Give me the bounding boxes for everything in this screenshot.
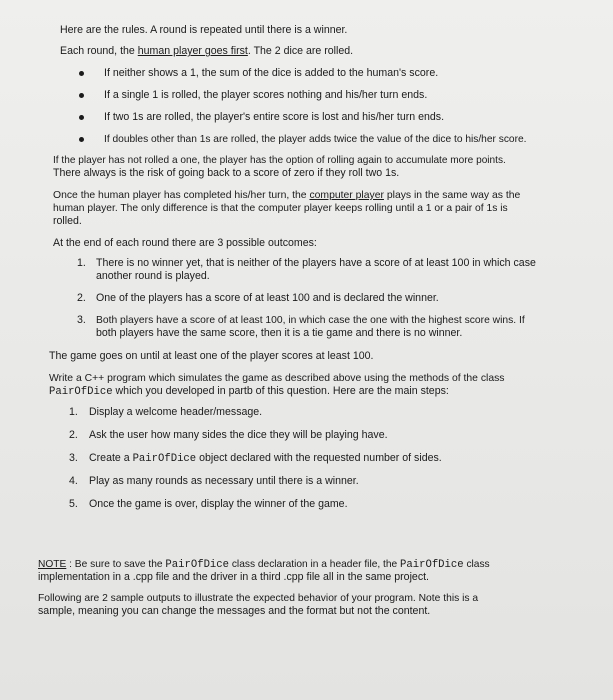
game-end-line: The game goes on until at least one of the player scores at least 100.: [49, 350, 374, 362]
task-line: Write a C++ program which simulates the game as described above using the methods of the class: [49, 373, 505, 384]
paragraph-line: [53, 189, 520, 202]
outcome-line: One of the players has a score of at least 100 and is declared the winner.: [96, 292, 439, 304]
list-number: 4.: [69, 475, 78, 487]
list-number: 1.: [69, 406, 78, 418]
rule-bullet: If doubles other than 1s are rolled, the player adds twice the value of the dice to his/her score.: [104, 134, 527, 145]
step-text: Once the game is over, display the winner of the game.: [89, 498, 348, 510]
rule-bullet: If neither shows a 1, the sum of the dice is added to the human's score.: [104, 67, 439, 79]
list-number: 1.: [77, 257, 86, 269]
paragraph-line: rolled.: [53, 215, 82, 227]
list-number: 2.: [77, 292, 86, 304]
paragraph-line: human player. The only difference is that the computer player keeps rolling until a 1 or a pair of 1s is: [53, 203, 508, 214]
step-post: object declared with the requested number of sides.: [196, 452, 442, 464]
outcomes-intro: At the end of each round there are 3 possible outcomes:: [53, 237, 317, 249]
task-line: [49, 385, 449, 399]
step-pre: Create a: [89, 452, 133, 464]
list-number: 5.: [69, 498, 78, 510]
note-c: class: [463, 559, 490, 570]
p2b-underlined: computer player: [309, 190, 384, 201]
paragraph-line: There always is the risk of going back to a score of zero if they roll two 1s.: [53, 167, 400, 179]
step-text: Play as many rounds as necessary until there is a winner.: [89, 475, 359, 487]
followup-line: Following are 2 sample outputs to illustrate the expected behavior of your program. Note this is a: [38, 593, 479, 604]
code-class-name: PairOfDice: [165, 559, 229, 571]
step-text: Display a welcome header/message.: [89, 406, 263, 418]
intro-line-2: [60, 45, 353, 58]
step-text: Ask the user how many sides the dice they will be playing have.: [89, 429, 388, 441]
bullet-dot: [79, 137, 84, 142]
note-a: : Be sure to save the: [66, 559, 166, 570]
outcome-line: another round is played.: [96, 270, 210, 282]
note-label: NOTE: [38, 559, 67, 570]
intro-2a: Each round, the: [60, 45, 138, 57]
intro-2b-underlined: human player goes first: [137, 45, 248, 57]
outcome-line: both players have the same score, then it is a tie game and there is no winner.: [96, 327, 463, 339]
followup-line: sample, meaning you can change the messages and the format but not the content.: [38, 605, 431, 617]
code-class-name: PairOfDice: [132, 453, 197, 465]
step-text: [89, 452, 442, 466]
intro-2c: . The 2 dice are rolled.: [247, 45, 354, 57]
code-class-name: PairOfDice: [400, 559, 464, 571]
list-number: 2.: [69, 429, 78, 441]
outcome-line: Both players have a score of at least 100, in which case the one with the highest score wins. If: [96, 315, 525, 326]
bullet-dot: [79, 115, 84, 120]
note-line: [38, 558, 490, 572]
p2c: plays in the same way as the: [383, 190, 521, 201]
bullet-dot: [79, 93, 84, 98]
task-line-rest: which you developed in partb of this question. Here are the main steps:: [112, 385, 449, 397]
paragraph-line: If the player has not rolled a one, the player has the option of rolling again to accumulate more points.: [53, 155, 506, 166]
note-line: implementation in a .cpp file and the driver in a third .cpp file all in the same project.: [38, 571, 429, 583]
outcome-line: There is no winner yet, that is neither of the players have a score of at least 100 in which case: [96, 257, 536, 269]
list-number: 3.: [69, 452, 78, 464]
intro-line-1: Here are the rules. A round is repeated until there is a winner.: [60, 24, 348, 36]
bullet-dot: [79, 71, 84, 76]
list-number: 3.: [77, 314, 86, 326]
rule-bullet: If a single 1 is rolled, the player scores nothing and his/her turn ends.: [104, 89, 428, 101]
rule-bullet: If two 1s are rolled, the player's entire score is lost and his/her turn ends.: [104, 111, 445, 123]
note-b: class declaration in a header file, the: [229, 559, 401, 570]
p2a: Once the human player has completed his/her turn, the: [53, 190, 310, 201]
code-class-name: PairOfDice: [49, 386, 113, 398]
